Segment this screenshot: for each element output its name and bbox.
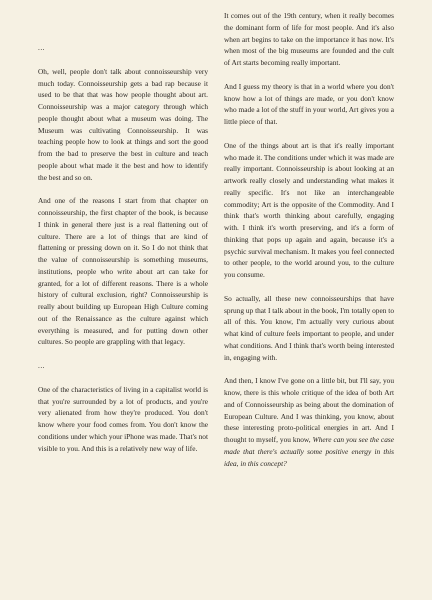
section-break: ...	[38, 43, 46, 52]
paragraph	[224, 375, 394, 469]
paragraph: Oh, well, people don't talk about connoisseurship very much today. Connoisseurship gets a bad rap because it used to be that that was how people thought about art. Connoisseurship was a major category through which people thought about what a museum was doing. The Museum was cultivating Connoisseurship. It was teaching people how to look at things and sort the good from the bad to preserve the best in culture and teach people about what made it the best and how to identify the best and so on.	[38, 66, 208, 182]
paragraph: It comes out of the 19th century, when it really becomes the dominant form of life for most people. And it's also when art begins to take on the importance it has now. It's when most of the big museums are founded and the cult of Art starts becoming really important.	[224, 11, 394, 67]
right-column	[224, 10, 394, 600]
paragraph: And one of the reasons I start from that chapter on connoisseurship, the first chapter of the book, is because I think in general there just is a real flattening out of culture. There are a lot of things that are kind of flattening or pressing down on it. So I do not think that the value of connoisseurship is something museums, institutions, people who write about art can take for granted, for a lot of different reasons. There is a whole history of cultural exclusion, right? Connoisseurship is really about building up European High Culture coming out of the Renaissance as the culture against which everything is measured, and for putting down other cultures. So people are grappling with that legacy.	[38, 196, 208, 347]
italic-question: Where can you see the case made that there's actually some positive energy in this idea, in this concept?	[224, 435, 394, 468]
paragraph-text: And then, I know I've gone on a little bit, but I'll say, you know, there is this whole critique of the idea of both Art and of Connoisseurship as being about the domination of European Culture. And I was thinking, you know, about these interesting proto-political energies in art. And I thought to myself, you know,	[224, 376, 394, 444]
paragraph: And I guess my theory is that in a world where you don't know how a lot of things are made, or you don't know who made a lot of the stuff in your world, Art gives you a little piece of that.	[224, 81, 394, 126]
paragraph: One of the things about art is that it's really important who made it. The conditions under which it was made are really important. Connoisseurship is about looking at an artwork really closely and understanding what makes it really specific. It's not like an interchangeable commodity; Art is the opposite of the Commodity. And I think that's worth thinking about carefully, engaging with. I think it's worth preserving, and it's a form of thinking that pops up again and again, because it's a psychic survival mechanism. It makes you feel connected to other people, to the world around you, to the culture you consume.	[224, 140, 394, 279]
left-column	[38, 38, 208, 600]
section-break: ...	[38, 361, 46, 370]
paragraph: So actually, all these new connoisseurships that have sprung up that I talk about in the book, I'm totally open to all of this. You know, I'm actually very curious about what kind of culture feels important to people, and under what conditions. And I think that's worth being interested in, engaging with.	[224, 293, 394, 362]
paragraph: One of the characteristics of living in a capitalist world is that you're surrounded by a lot of products, and you're very alienated from how they're produced. You don't know where your food comes from. You don't know the conditions under which your iPhone was made. That's not visible to you. And this is a relatively new way of life.	[38, 384, 208, 453]
